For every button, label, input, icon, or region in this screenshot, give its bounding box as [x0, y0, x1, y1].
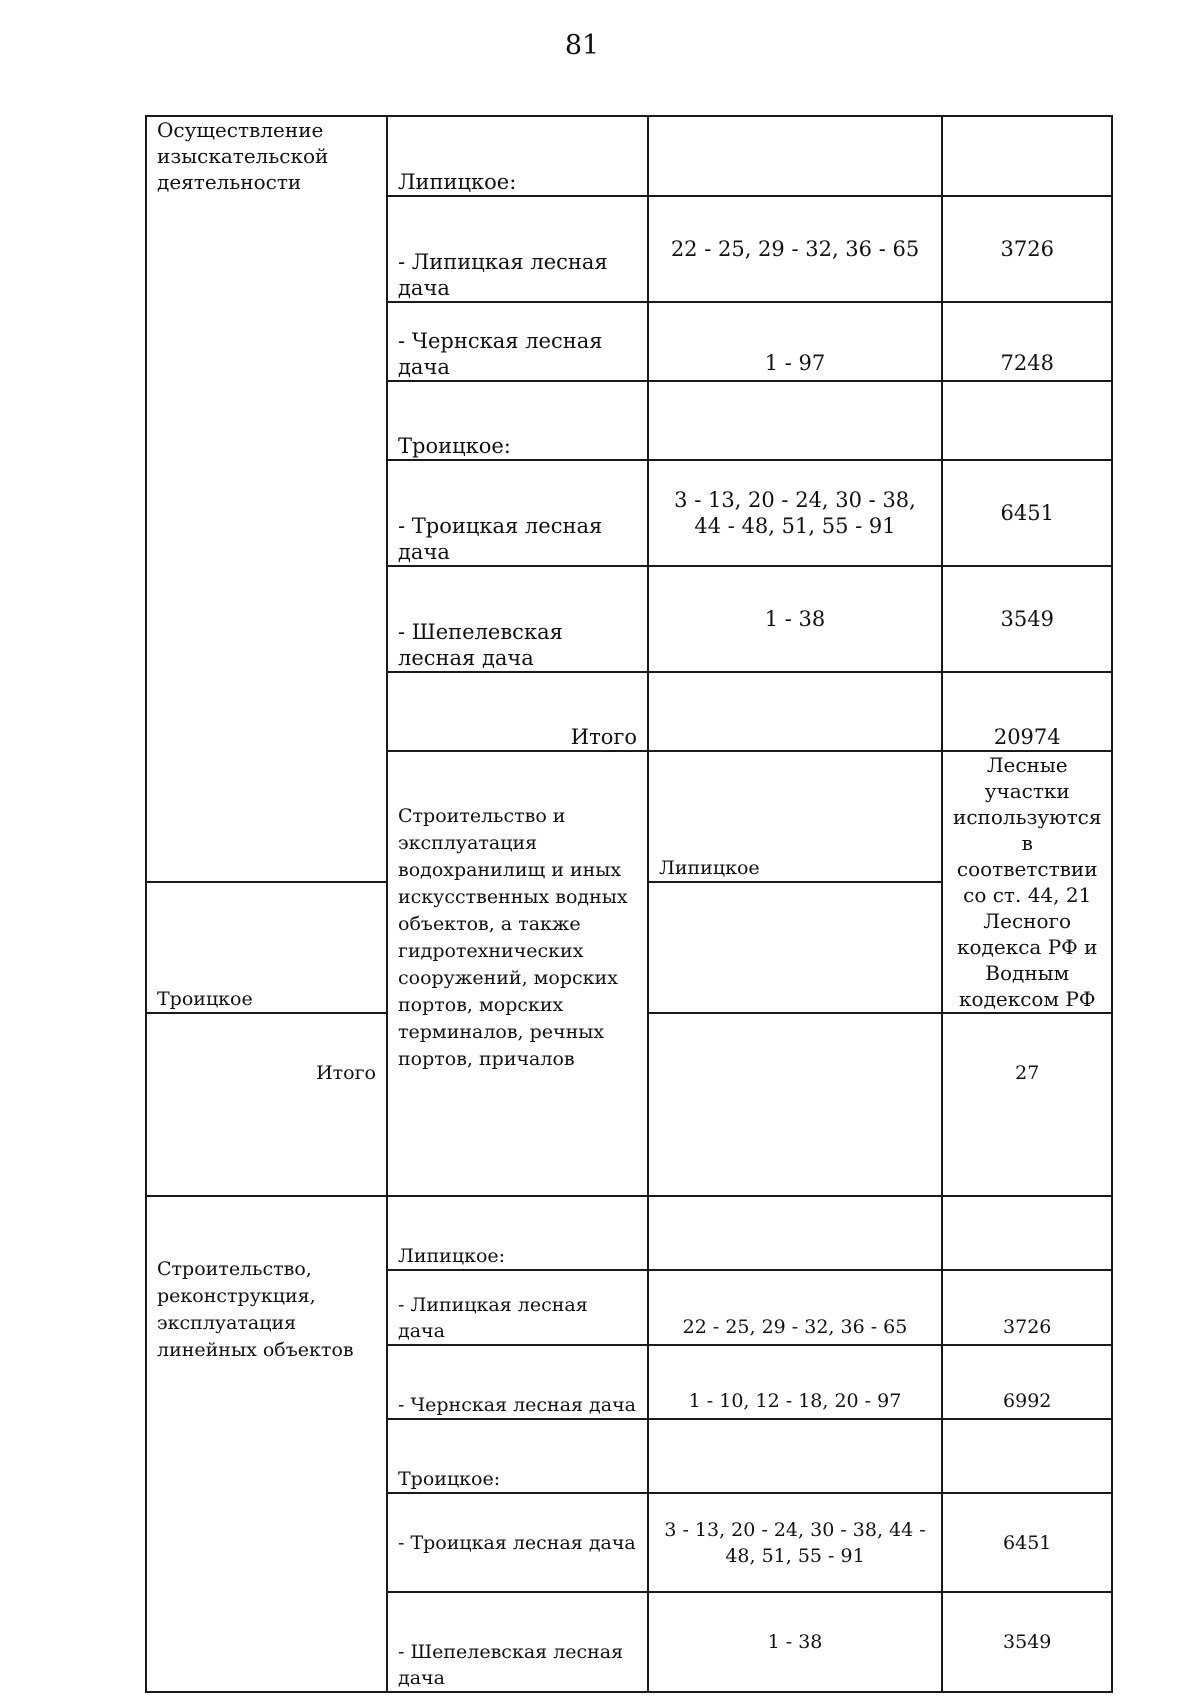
total-label: Итого — [146, 1013, 387, 1196]
activity-label — [387, 751, 648, 1196]
area-value: 3549 — [942, 1592, 1112, 1692]
forest-dacha-name: - Троицкая лесная дача — [387, 1493, 648, 1592]
area-value: 3549 — [942, 566, 1112, 672]
quarter-numbers: 1 - 10, 12 - 18, 20 - 97 — [648, 1345, 942, 1419]
area-value: 6451 — [942, 1493, 1112, 1592]
activity-label-text: Строительство, реконструкция, эксплуатация линейных объектов — [157, 1258, 354, 1361]
forestry-group-label: Троицкое: — [387, 381, 648, 460]
forest-dacha-name: - Чернская лесная дача — [387, 1345, 648, 1419]
empty-cell — [942, 381, 1112, 460]
empty-cell — [648, 672, 942, 751]
area-value: 3726 — [942, 1270, 1112, 1345]
quarter-numbers: 3 - 13, 20 - 24, 30 - 38, 44 - 48, 51, 55 - 91 — [648, 460, 942, 566]
forest-dacha-name: - Шепелевская лесная дача — [387, 566, 648, 672]
empty-cell — [648, 116, 942, 196]
quarter-numbers: 22 - 25, 29 - 32, 36 - 65 — [648, 1270, 942, 1345]
activity-label — [146, 1196, 387, 1692]
total-value: 27 — [942, 1013, 1112, 1196]
empty-cell — [648, 1419, 942, 1493]
empty-cell — [942, 1419, 1112, 1493]
forest-dacha-name: - Чернская лесная дача — [387, 302, 648, 381]
area-value: 3726 — [942, 196, 1112, 302]
total-label: Итого — [387, 672, 648, 751]
area-value: 7248 — [942, 302, 1112, 381]
quarter-numbers: 1 - 38 — [648, 1592, 942, 1692]
usage-note: Лесные участки используются в соответствии со ст. 44, 21 Лесного кодекса РФ и Водным кодексом РФ — [942, 751, 1112, 1013]
quarter-numbers: 1 - 38 — [648, 566, 942, 672]
empty-cell — [942, 116, 1112, 196]
forestry-group-label: Липицкое: — [387, 1196, 648, 1270]
area-value: 6992 — [942, 1345, 1112, 1419]
quarter-numbers: 22 - 25, 29 - 32, 36 - 65 — [648, 196, 942, 302]
empty-cell — [648, 1013, 942, 1196]
forest-dacha-name: - Липицкая лесная дача — [387, 196, 648, 302]
forestry-group-label: Липицкое — [648, 751, 942, 882]
empty-cell — [942, 1196, 1112, 1270]
empty-cell — [648, 381, 942, 460]
forestry-group-label: Троицкое — [146, 882, 387, 1013]
area-value: 6451 — [942, 460, 1112, 566]
activity-label: Осуществление изыскательской деятельности — [146, 116, 387, 882]
quarter-numbers: 3 - 13, 20 - 24, 30 - 38, 44 - 48, 51, 55 - 91 — [648, 1493, 942, 1592]
empty-cell — [648, 1196, 942, 1270]
forest-dacha-name: - Шепелевская лесная дача — [387, 1592, 648, 1692]
quarter-numbers: 1 - 97 — [648, 302, 942, 381]
forest-dacha-name: - Липицкая лесная дача — [387, 1270, 648, 1345]
table-row — [146, 1196, 1112, 1270]
forestry-group-label: Троицкое: — [387, 1419, 648, 1493]
forest-dacha-name: - Троицкая лесная дача — [387, 460, 648, 566]
page-number: 81 — [564, 30, 600, 61]
table-row — [146, 116, 1112, 196]
forestry-group-label: Липицкое: — [387, 116, 648, 196]
activity-label-text: Строительство и эксплуатация водохранилищ и иных искусственных водных объектов, а также гидротехнических сооружений, морских портов, морских терминалов, речных портов, причалов — [398, 805, 628, 1070]
total-value: 20974 — [942, 672, 1112, 751]
forest-use-table — [145, 115, 1113, 1693]
